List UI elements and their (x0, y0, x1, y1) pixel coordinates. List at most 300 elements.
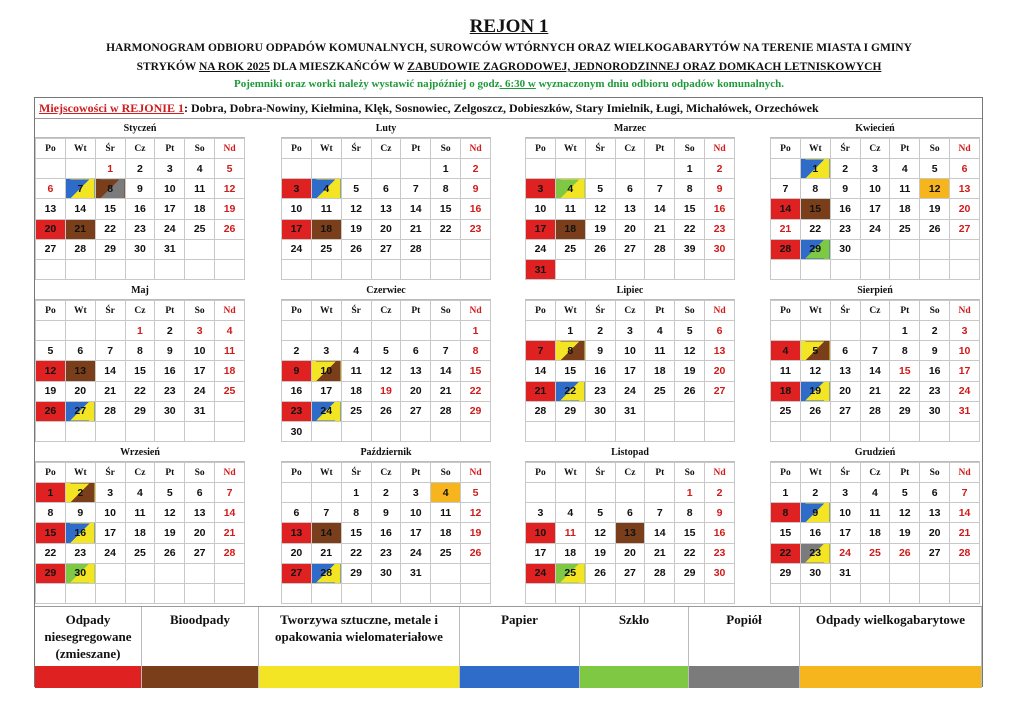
empty-cell (282, 259, 312, 279)
day-cell: 26 (585, 239, 615, 259)
day-cell: 23 (371, 543, 401, 563)
day-cell: 19 (585, 219, 615, 239)
day-cell: 2 (920, 321, 950, 341)
day-cell: 18 (645, 361, 675, 381)
day-cell: 18 (555, 219, 585, 239)
day-cell: 10 (830, 503, 860, 523)
day-cell: 8 (555, 341, 585, 361)
empty-cell (645, 401, 675, 421)
day-cell: 30 (371, 563, 401, 583)
empty-cell (890, 239, 920, 259)
day-cell: 18 (215, 361, 245, 381)
day-cell: 11 (125, 503, 155, 523)
day-cell: 7 (526, 341, 556, 361)
empty-cell (890, 583, 920, 603)
empty-cell (185, 421, 215, 441)
weekday-header: Śr (585, 139, 615, 159)
empty-cell (555, 483, 585, 503)
day-cell: 12 (461, 503, 491, 523)
day-cell: 2 (830, 159, 860, 179)
empty-cell (461, 259, 491, 279)
weekday-header: Po (282, 463, 312, 483)
empty-cell (65, 583, 95, 603)
weekday-header: So (675, 139, 705, 159)
empty-cell (920, 259, 950, 279)
day-cell: 13 (36, 199, 66, 219)
day-cell: 18 (125, 523, 155, 543)
month-name: Maj (35, 282, 245, 300)
empty-cell (155, 563, 185, 583)
weekday-header: Nd (215, 463, 245, 483)
day-cell: 13 (371, 199, 401, 219)
day-cell: 8 (771, 503, 801, 523)
day-cell: 9 (830, 179, 860, 199)
weekday-header: Po (36, 301, 66, 321)
day-cell: 29 (461, 401, 491, 421)
day-cell: 21 (771, 219, 801, 239)
day-cell: 2 (800, 483, 830, 503)
day-cell: 10 (185, 341, 215, 361)
day-cell: 4 (890, 159, 920, 179)
empty-cell (950, 421, 980, 441)
day-cell: 29 (36, 563, 66, 583)
empty-cell (371, 583, 401, 603)
legend-label: Popiół (726, 612, 762, 627)
collection-notice (0, 76, 1018, 92)
day-cell: 16 (461, 199, 491, 219)
empty-cell (771, 421, 801, 441)
empty-cell (585, 421, 615, 441)
day-cell: 17 (155, 199, 185, 219)
empty-cell (95, 583, 125, 603)
day-cell: 26 (155, 543, 185, 563)
header (0, 16, 1018, 92)
day-cell: 18 (890, 199, 920, 219)
day-cell: 9 (800, 503, 830, 523)
day-cell: 13 (615, 199, 645, 219)
weekday-header: So (431, 301, 461, 321)
day-cell: 14 (215, 503, 245, 523)
day-cell: 3 (950, 321, 980, 341)
legend-swatch (35, 666, 141, 688)
day-cell: 14 (771, 199, 801, 219)
weekday-header: Cz (125, 463, 155, 483)
day-cell: 28 (311, 563, 341, 583)
empty-cell (341, 583, 371, 603)
day-cell: 8 (36, 503, 66, 523)
day-cell: 14 (645, 523, 675, 543)
day-cell: 22 (800, 219, 830, 239)
day-cell: 17 (95, 523, 125, 543)
day-cell: 17 (526, 543, 556, 563)
day-cell: 9 (705, 503, 735, 523)
weekday-header: Nd (461, 301, 491, 321)
day-cell: 12 (675, 341, 705, 361)
day-cell: 27 (65, 401, 95, 421)
day-cell: 24 (282, 239, 312, 259)
legend-label: Papier (501, 612, 538, 627)
empty-cell (431, 563, 461, 583)
empty-cell (371, 421, 401, 441)
day-cell: 8 (675, 179, 705, 199)
day-cell: 13 (830, 361, 860, 381)
empty-cell (95, 421, 125, 441)
weekday-header: Cz (615, 463, 645, 483)
empty-cell (311, 321, 341, 341)
empty-cell (830, 421, 860, 441)
day-cell: 16 (282, 381, 312, 401)
day-cell: 3 (830, 483, 860, 503)
day-cell: 3 (526, 179, 556, 199)
empty-cell (215, 259, 245, 279)
empty-cell (155, 583, 185, 603)
empty-cell (311, 583, 341, 603)
day-cell: 24 (155, 219, 185, 239)
day-cell: 18 (555, 543, 585, 563)
weekday-header: Cz (615, 139, 645, 159)
day-cell: 1 (675, 159, 705, 179)
day-cell: 22 (771, 543, 801, 563)
day-cell: 22 (95, 219, 125, 239)
weekday-header: Po (526, 463, 556, 483)
day-cell: 21 (431, 381, 461, 401)
empty-cell (371, 159, 401, 179)
weekday-header: Cz (860, 139, 890, 159)
weekday-header: Nd (950, 463, 980, 483)
legend-item (800, 607, 982, 688)
day-cell: 6 (920, 483, 950, 503)
empty-cell (341, 259, 371, 279)
empty-cell (555, 583, 585, 603)
day-cell: 8 (431, 179, 461, 199)
empty-cell (645, 159, 675, 179)
weekday-header: Pt (401, 139, 431, 159)
day-cell: 7 (771, 179, 801, 199)
empty-cell (920, 421, 950, 441)
day-cell: 22 (341, 543, 371, 563)
weekday-header: So (431, 463, 461, 483)
day-cell: 10 (282, 199, 312, 219)
day-cell: 21 (645, 219, 675, 239)
day-cell: 26 (461, 543, 491, 563)
day-cell: 12 (155, 503, 185, 523)
day-cell: 16 (155, 361, 185, 381)
day-cell: 4 (860, 483, 890, 503)
subtitle-year: NA ROK 2025 (198, 61, 270, 73)
day-cell: 17 (860, 199, 890, 219)
day-cell: 6 (36, 179, 66, 199)
subtitle-building-types: ZABUDOWIE ZAGRODOWEJ, JEDNORODZINNEJ ORAZ DOMKACH LETNISKOWYCH (407, 61, 882, 73)
day-cell: 29 (125, 401, 155, 421)
legend-label: Szkło (618, 612, 650, 627)
day-cell: 29 (555, 401, 585, 421)
day-cell: 21 (950, 523, 980, 543)
day-cell: 23 (282, 401, 312, 421)
weekday-header: Po (36, 139, 66, 159)
day-cell: 16 (830, 199, 860, 219)
day-cell: 19 (371, 381, 401, 401)
weekday-header: Po (526, 139, 556, 159)
day-cell: 16 (800, 523, 830, 543)
day-cell: 30 (65, 563, 95, 583)
day-cell: 20 (36, 219, 66, 239)
day-cell: 28 (950, 543, 980, 563)
weekday-header: Cz (371, 463, 401, 483)
empty-cell (830, 321, 860, 341)
day-cell: 25 (341, 401, 371, 421)
empty-cell (860, 321, 890, 341)
empty-cell (341, 421, 371, 441)
day-cell: 14 (431, 361, 461, 381)
day-cell: 9 (65, 503, 95, 523)
day-cell: 1 (36, 483, 66, 503)
day-cell: 15 (771, 523, 801, 543)
day-cell: 1 (431, 159, 461, 179)
empty-cell (615, 583, 645, 603)
day-cell: 20 (830, 381, 860, 401)
day-cell: 9 (705, 179, 735, 199)
day-cell: 4 (125, 483, 155, 503)
day-cell: 9 (920, 341, 950, 361)
weekday-header: Nd (705, 463, 735, 483)
empty-cell (526, 583, 556, 603)
day-cell: 27 (185, 543, 215, 563)
empty-cell (860, 563, 890, 583)
month-name: Styczeń (35, 120, 245, 138)
day-cell: 25 (125, 543, 155, 563)
day-cell: 15 (555, 361, 585, 381)
day-cell: 14 (645, 199, 675, 219)
empty-cell (215, 239, 245, 259)
legend-item (460, 607, 580, 688)
day-cell: 27 (371, 239, 401, 259)
empty-cell (431, 583, 461, 603)
day-cell: 7 (215, 483, 245, 503)
day-cell: 11 (185, 179, 215, 199)
empty-cell (65, 159, 95, 179)
empty-cell (461, 239, 491, 259)
month-grid (525, 300, 735, 442)
empty-cell (585, 159, 615, 179)
weekday-header: Wt (555, 139, 585, 159)
day-cell: 1 (555, 321, 585, 341)
weekday-header: Wt (555, 301, 585, 321)
empty-cell (401, 159, 431, 179)
legend-label: Bioodpady (170, 612, 230, 627)
day-cell: 11 (431, 503, 461, 523)
weekday-header: Po (771, 463, 801, 483)
day-cell: 25 (311, 239, 341, 259)
weekday-header: Wt (65, 463, 95, 483)
empty-cell (36, 159, 66, 179)
empty-cell (65, 259, 95, 279)
subtitle-line-1: HARMONOGRAM ODBIORU ODPADÓW KOMUNALNYCH, SUROWCÓW WTÓRNYCH ORAZ WIELKOGABARYTÓW NA TERENIE MIASTA I GMINY (106, 42, 912, 54)
day-cell: 1 (461, 321, 491, 341)
day-cell: 13 (705, 341, 735, 361)
legend-swatch (460, 666, 579, 688)
day-cell: 28 (215, 543, 245, 563)
weekday-header: Pt (890, 463, 920, 483)
day-cell: 19 (890, 523, 920, 543)
day-cell: 28 (860, 401, 890, 421)
day-cell: 11 (890, 179, 920, 199)
day-cell: 16 (125, 199, 155, 219)
day-cell: 20 (371, 219, 401, 239)
day-cell: 27 (830, 401, 860, 421)
day-cell: 20 (920, 523, 950, 543)
day-cell: 26 (585, 563, 615, 583)
day-cell: 15 (431, 199, 461, 219)
empty-cell (282, 321, 312, 341)
day-cell: 30 (705, 239, 735, 259)
month-grid (35, 138, 245, 280)
day-cell: 17 (615, 361, 645, 381)
month-grid (525, 138, 735, 280)
day-cell: 22 (675, 219, 705, 239)
empty-cell (705, 401, 735, 421)
weekday-header: So (431, 139, 461, 159)
day-cell: 10 (95, 503, 125, 523)
day-cell: 23 (830, 219, 860, 239)
weekday-header: So (185, 139, 215, 159)
day-cell: 2 (705, 159, 735, 179)
legend-swatch (259, 666, 459, 688)
day-cell: 2 (282, 341, 312, 361)
empty-cell (215, 421, 245, 441)
weekday-header: Nd (705, 139, 735, 159)
day-cell: 3 (95, 483, 125, 503)
day-cell: 18 (431, 523, 461, 543)
empty-cell (800, 321, 830, 341)
weekday-header: Pt (401, 463, 431, 483)
day-cell: 6 (615, 179, 645, 199)
empty-cell (371, 321, 401, 341)
day-cell: 3 (401, 483, 431, 503)
day-cell: 2 (371, 483, 401, 503)
day-cell: 3 (311, 341, 341, 361)
day-cell: 23 (705, 543, 735, 563)
weekday-header: Śr (341, 139, 371, 159)
day-cell: 19 (675, 361, 705, 381)
day-cell: 11 (771, 361, 801, 381)
empty-cell (461, 421, 491, 441)
empty-cell (950, 259, 980, 279)
month-name: Czerwiec (281, 282, 491, 300)
legend-item (689, 607, 800, 688)
weekday-header: Pt (155, 463, 185, 483)
empty-cell (675, 583, 705, 603)
day-cell: 29 (800, 239, 830, 259)
schedule-frame (34, 97, 983, 687)
day-cell: 13 (920, 503, 950, 523)
empty-cell (645, 421, 675, 441)
weekday-header: Wt (311, 139, 341, 159)
day-cell: 26 (800, 401, 830, 421)
day-cell: 1 (890, 321, 920, 341)
empty-cell (800, 421, 830, 441)
day-cell: 23 (461, 219, 491, 239)
day-cell: 9 (585, 341, 615, 361)
weekday-header: Śr (341, 301, 371, 321)
day-cell: 8 (675, 503, 705, 523)
empty-cell (282, 159, 312, 179)
day-cell: 23 (125, 219, 155, 239)
weekday-header: Nd (215, 139, 245, 159)
empty-cell (890, 563, 920, 583)
day-cell: 6 (282, 503, 312, 523)
day-cell: 30 (125, 239, 155, 259)
weekday-header: Śr (830, 463, 860, 483)
day-cell: 26 (36, 401, 66, 421)
month-name: Kwiecień (770, 120, 980, 138)
day-cell: 16 (920, 361, 950, 381)
weekday-header: Cz (860, 301, 890, 321)
weekday-header: Wt (555, 463, 585, 483)
day-cell: 26 (341, 239, 371, 259)
day-cell: 8 (95, 179, 125, 199)
empty-cell (341, 159, 371, 179)
day-cell: 21 (311, 543, 341, 563)
empty-cell (860, 239, 890, 259)
weekday-header: Cz (125, 139, 155, 159)
day-cell: 39 (675, 239, 705, 259)
day-cell: 31 (526, 259, 556, 279)
empty-cell (155, 421, 185, 441)
day-cell: 12 (371, 361, 401, 381)
empty-cell (950, 563, 980, 583)
day-cell: 22 (125, 381, 155, 401)
day-cell: 14 (950, 503, 980, 523)
notice-part: Pojemniki oraz worki należy wystawić najpóźniej o godz (233, 78, 500, 90)
empty-cell (282, 483, 312, 503)
day-cell: 7 (860, 341, 890, 361)
weekday-header: Nd (461, 139, 491, 159)
day-cell: 14 (311, 523, 341, 543)
day-cell: 27 (920, 543, 950, 563)
day-cell: 5 (155, 483, 185, 503)
day-cell: 3 (185, 321, 215, 341)
day-cell: 31 (185, 401, 215, 421)
month-grid (35, 300, 245, 442)
empty-cell (65, 421, 95, 441)
day-cell: 2 (125, 159, 155, 179)
empty-cell (371, 259, 401, 279)
day-cell: 14 (95, 361, 125, 381)
day-cell: 30 (705, 563, 735, 583)
day-cell: 15 (461, 361, 491, 381)
month-name: Wrzesień (35, 444, 245, 462)
weekday-header: Wt (311, 301, 341, 321)
month-name: Marzec (525, 120, 735, 138)
month-name: Lipiec (525, 282, 735, 300)
empty-cell (215, 401, 245, 421)
weekday-header: Wt (65, 139, 95, 159)
day-cell: 16 (585, 361, 615, 381)
day-cell: 8 (890, 341, 920, 361)
day-cell: 4 (645, 321, 675, 341)
day-cell: 25 (555, 563, 585, 583)
day-cell: 17 (282, 219, 312, 239)
day-cell: 15 (95, 199, 125, 219)
month-name: Listopad (525, 444, 735, 462)
empty-cell (461, 583, 491, 603)
day-cell: 28 (645, 239, 675, 259)
month-grid (770, 300, 980, 442)
legend-swatch (800, 666, 981, 688)
weekday-header: Pt (890, 139, 920, 159)
day-cell: 5 (675, 321, 705, 341)
subtitle-part: DLA MIESZKAŃCÓW W (269, 61, 408, 73)
